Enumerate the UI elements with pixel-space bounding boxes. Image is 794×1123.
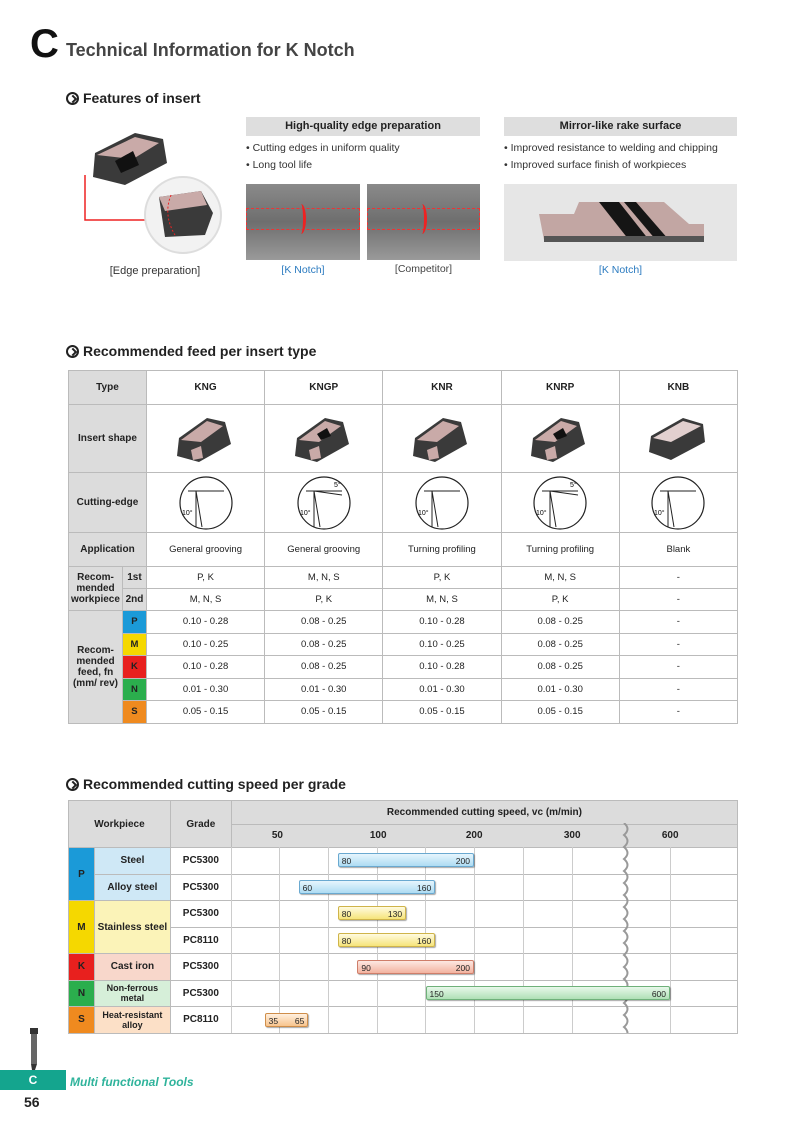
feature-heading: Mirror-like rake surface [504, 117, 737, 136]
workpiece-2nd-cell: P, K [501, 589, 619, 611]
iso-badge-m: M [122, 633, 146, 656]
feature-bullet: • Long tool life [246, 159, 313, 171]
chapter-letter: C [30, 22, 59, 66]
grade-cell: PC8110 [170, 927, 231, 954]
application-cell: Blank [619, 533, 737, 567]
feed-cell: 0.01 - 0.30 [383, 678, 501, 701]
edge-angle-a: 10° [181, 509, 193, 517]
feed-cell: - [619, 611, 737, 634]
axis-break-wave [613, 823, 635, 1033]
type-kngp: KNGP [265, 371, 383, 405]
features-section-title [66, 90, 200, 106]
k-notch-caption: [K Notch] [281, 264, 325, 276]
workpiece-1st-cell: P, K [383, 567, 501, 589]
grid-line [670, 847, 671, 1033]
feed-cell: - [619, 656, 737, 679]
application-cell: General grooving [146, 533, 264, 567]
workpiece-2nd-cell: M, N, S [383, 589, 501, 611]
k-notch-edge-photo [246, 184, 360, 260]
edge-angle-a: 10° [299, 509, 311, 517]
grid-line [279, 847, 280, 1033]
grid-line [474, 847, 475, 1033]
iso-badge-s: S [122, 701, 146, 724]
rake-k-notch-caption: [K Notch] [598, 264, 643, 276]
tick-label: 200 [465, 830, 483, 841]
workpiece-steel: Steel [94, 848, 170, 875]
application-cell: Turning profiling [383, 533, 501, 567]
workpiece-1st-cell: M, N, S [265, 567, 383, 589]
edge-angle-a: 10° [654, 509, 665, 517]
grade-header: Grade [170, 801, 231, 848]
feed-cell: 0.08 - 0.25 [501, 656, 619, 679]
feed-cell: 0.08 - 0.25 [501, 633, 619, 656]
chapter-tab: C [0, 1070, 66, 1090]
feed-cell: 0.08 - 0.25 [265, 656, 383, 679]
feed-cell: 0.05 - 0.15 [265, 701, 383, 724]
speed-section-title [66, 776, 346, 792]
feed-cell: 0.08 - 0.25 [265, 633, 383, 656]
workpiece-1st-cell: M, N, S [501, 567, 619, 589]
edge-diagram-kngp [265, 473, 383, 533]
grade-cell: PC5300 [170, 874, 231, 901]
feed-section-title [66, 343, 316, 359]
bar-max-label: 200 [455, 962, 470, 973]
feature-bullet: • Cutting edges in uniform quality [246, 142, 400, 154]
feed-table [68, 370, 738, 724]
application-cell: General grooving [265, 533, 383, 567]
speed-title-text: Recommended cutting speed per grade [83, 776, 346, 792]
type-label: Type [69, 371, 147, 405]
tick-label: 50 [271, 830, 283, 841]
workpiece-label: Recom-mended workpiece [69, 567, 123, 611]
grade-cell: PC5300 [170, 901, 231, 928]
grade-cell: PC5300 [170, 980, 231, 1007]
tick-label: 300 [563, 830, 581, 841]
section-name: Multi functional Tools [70, 1075, 194, 1089]
workpiece-header: Workpiece [69, 801, 171, 848]
workpiece-2nd-cell: - [619, 589, 737, 611]
bar-max-label: 600 [651, 989, 666, 1000]
arrow-circle-icon [66, 92, 79, 105]
feed-label: Recom-mended feed, fn (mm/ rev) [69, 611, 123, 724]
page-number: 56 [24, 1094, 40, 1110]
page-title: Technical Information for K Notch [66, 40, 355, 60]
application-label: Application [69, 533, 147, 567]
feed-cell: 0.05 - 0.15 [146, 701, 264, 724]
feature-bullet: • Improved resistance to welding and chipping [504, 142, 718, 154]
speed-bar [426, 986, 671, 1000]
feed-cell: 0.01 - 0.30 [501, 678, 619, 701]
iso-badge-p: P [69, 848, 95, 901]
bar-max-label: 130 [387, 909, 403, 920]
feed-cell: 0.10 - 0.28 [146, 611, 264, 634]
competitor-caption: [Competitor] [394, 263, 453, 275]
shape-label: Insert shape [69, 405, 147, 473]
edge-label: Cutting-edge [69, 473, 147, 533]
bar-max-label: 200 [455, 856, 470, 867]
workpiece-cast-iron: Cast iron [94, 954, 170, 981]
workpiece-1st-cell: P, K [146, 567, 264, 589]
edge-angle-b: 5° [333, 481, 341, 489]
features-title-text: Features of insert [83, 90, 201, 106]
workpiece-2nd-cell: P, K [265, 589, 383, 611]
type-knb: KNB [619, 371, 737, 405]
grid-line [231, 847, 232, 1033]
feed-cell: 0.05 - 0.15 [501, 701, 619, 724]
bar-min-label: 60 [302, 882, 313, 893]
speed-axis-ticks [231, 825, 737, 848]
second-label: 2nd [122, 589, 146, 611]
speed-bar [338, 933, 435, 947]
tick-label: 100 [369, 830, 387, 841]
workpiece-stainless-steel: Stainless steel [94, 901, 170, 954]
workpiece-non-ferrous: Non-ferrous metal [94, 980, 170, 1007]
grade-cell: PC5300 [170, 954, 231, 981]
rake-surface-photo [504, 184, 737, 261]
grade-cell: PC8110 [170, 1007, 231, 1034]
feed-cell: 0.05 - 0.15 [383, 701, 501, 724]
workpiece-2nd-cell: M, N, S [146, 589, 264, 611]
edge-diagram-knr [383, 473, 501, 533]
type-knrp: KNRP [501, 371, 619, 405]
edge-angle-b: 5° [570, 481, 577, 489]
grade-cell: PC5300 [170, 848, 231, 875]
speed-bars-layer [231, 847, 738, 1033]
iso-badge-p: P [122, 611, 146, 634]
bar-max-label: 160 [417, 936, 432, 946]
type-knr: KNR [383, 371, 501, 405]
iso-badge-n: N [122, 678, 146, 701]
competitor-edge-photo [367, 184, 480, 260]
arrow-circle-icon [66, 778, 79, 791]
edge-diagram-knb [619, 473, 737, 533]
feature-bullet: • Improved surface finish of workpieces [504, 159, 687, 171]
bar-min-label: 80 [341, 856, 352, 867]
workpiece-1st-cell: - [619, 567, 737, 589]
iso-badge-n: N [69, 980, 95, 1007]
feed-cell: - [619, 701, 737, 724]
speed-bar [357, 960, 474, 974]
bar-min-label: 150 [429, 989, 444, 1000]
edge-angle-a: 10° [417, 509, 429, 517]
iso-badge-k: K [69, 954, 95, 981]
bar-max-label: 65 [294, 1015, 305, 1026]
speed-bar [338, 906, 406, 920]
feed-cell: 0.10 - 0.28 [383, 656, 501, 679]
insert-shape-knr [383, 405, 501, 473]
grid-line [572, 847, 573, 1033]
feature-heading: High-quality edge preparation [246, 117, 480, 136]
grid-line [328, 847, 329, 1033]
workpiece-alloy-steel: Alloy steel [94, 874, 170, 901]
speed-header: Recommended cutting speed, vc (m/min) [231, 801, 737, 825]
feed-cell: 0.08 - 0.25 [265, 611, 383, 634]
edge-angle-a: 10° [536, 509, 547, 517]
feed-cell: 0.10 - 0.28 [383, 611, 501, 634]
insert-shape-kng [146, 405, 264, 473]
insert-shape-knrp [501, 405, 619, 473]
tick-label: 600 [661, 830, 679, 841]
speed-bar [299, 880, 436, 894]
feed-title-text: Recommended feed per insert type [83, 343, 317, 359]
feed-cell: - [619, 633, 737, 656]
feed-cell: - [619, 678, 737, 701]
first-label: 1st [122, 567, 146, 589]
iso-badge-s: S [69, 1007, 95, 1034]
application-cell: Turning profiling [501, 533, 619, 567]
feed-cell: 0.10 - 0.28 [146, 656, 264, 679]
iso-badge-k: K [122, 656, 146, 679]
feature-box-rake [504, 117, 737, 174]
feature-box-edge [246, 117, 480, 174]
speed-bar [265, 1013, 309, 1027]
insert-shape-knb [619, 405, 737, 473]
edge-preparation-illustration [75, 125, 225, 255]
grid-line [523, 847, 524, 1033]
bar-min-label: 80 [341, 936, 352, 946]
insert-shape-kngp [265, 405, 383, 473]
tool-icon [27, 1028, 41, 1070]
edge-diagram-knrp [501, 473, 619, 533]
feed-cell: 0.10 - 0.25 [146, 633, 264, 656]
bar-min-label: 90 [361, 962, 371, 973]
iso-badge-m: M [69, 901, 95, 954]
feed-cell: 0.01 - 0.30 [265, 678, 383, 701]
workpiece-heat-resistant: Heat-resistant alloy [94, 1007, 170, 1034]
speed-bar [338, 853, 474, 867]
edge-preparation-caption: [Edge preparation] [109, 265, 201, 277]
feed-cell: 0.10 - 0.25 [383, 633, 501, 656]
bar-min-label: 35 [268, 1015, 279, 1026]
edge-diagram-kng [146, 473, 264, 533]
bar-max-label: 160 [417, 882, 432, 893]
type-kng: KNG [146, 371, 264, 405]
feed-cell: 0.08 - 0.25 [501, 611, 619, 634]
arrow-circle-icon [66, 345, 79, 358]
bar-min-label: 80 [341, 909, 352, 920]
feed-cell: 0.01 - 0.30 [146, 678, 264, 701]
